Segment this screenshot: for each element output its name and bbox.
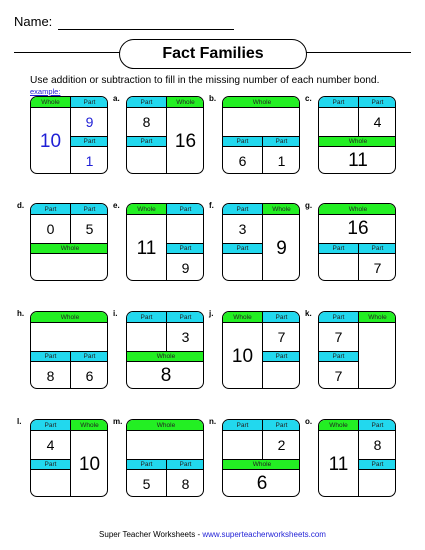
part2-value: 3 bbox=[181, 328, 190, 345]
whole-bar-label: Whole bbox=[31, 312, 108, 322]
whole-bar-label: Whole bbox=[223, 97, 300, 107]
part2-value: 1 bbox=[277, 152, 286, 169]
part-bar-label: Part bbox=[127, 312, 166, 322]
part-bar-label: Part bbox=[70, 136, 108, 146]
part-bar-label: Part bbox=[262, 420, 300, 430]
whole-value[interactable] bbox=[31, 322, 108, 351]
part2-value: 8 bbox=[181, 475, 190, 492]
problem-label: j. bbox=[209, 309, 214, 318]
part1-value: 7 bbox=[277, 328, 286, 345]
whole-value: 8 bbox=[160, 365, 172, 386]
part1-value: 8 bbox=[46, 367, 55, 384]
whole-value: 11 bbox=[328, 453, 349, 475]
part2-value: 2 bbox=[277, 436, 286, 453]
number-bond bbox=[318, 419, 396, 497]
part2-value: 5 bbox=[85, 220, 94, 237]
number-bond bbox=[126, 203, 204, 281]
whole-value: 11 bbox=[136, 237, 157, 259]
part-bar-label: Part bbox=[31, 351, 70, 361]
whole-value: 11 bbox=[348, 150, 368, 171]
number-bond bbox=[222, 203, 300, 281]
part2-value[interactable] bbox=[223, 253, 262, 281]
whole-value[interactable] bbox=[127, 430, 204, 459]
whole-value: 10 bbox=[231, 345, 254, 367]
problem-label: f. bbox=[209, 201, 214, 210]
problem-label: n. bbox=[209, 417, 217, 426]
whole-value[interactable] bbox=[358, 322, 396, 389]
whole-bar-label: Whole bbox=[31, 97, 70, 107]
divider-line bbox=[166, 243, 204, 244]
part-bar-label: Part bbox=[223, 243, 262, 253]
part1-value: 3 bbox=[238, 220, 247, 237]
divider-line bbox=[358, 459, 396, 460]
page-title: Fact Families bbox=[119, 39, 307, 69]
part-bar-label: Part bbox=[70, 97, 108, 107]
part-bar-label: Part bbox=[223, 420, 262, 430]
part1-value: 0 bbox=[46, 220, 55, 237]
whole-value: 9 bbox=[276, 237, 287, 259]
part-bar-label: Part bbox=[31, 204, 70, 214]
name-line[interactable] bbox=[58, 29, 234, 30]
part-bar-label: Part bbox=[166, 459, 204, 469]
part1-value[interactable] bbox=[166, 214, 204, 243]
example-label: example: bbox=[30, 87, 61, 96]
part1-value: 5 bbox=[142, 475, 151, 492]
number-bond bbox=[30, 203, 108, 281]
part-bar-label: Part bbox=[223, 204, 262, 214]
footer bbox=[0, 530, 425, 539]
part-bar-label: Part bbox=[358, 420, 396, 430]
whole-bar-label: Whole bbox=[223, 312, 262, 322]
number-bond bbox=[126, 96, 204, 174]
part1-value: 7 bbox=[334, 328, 343, 345]
whole-value: 6 bbox=[256, 473, 268, 494]
part2-value: 9 bbox=[181, 259, 190, 276]
whole-value[interactable] bbox=[31, 253, 108, 281]
whole-bar-label: Whole bbox=[127, 351, 204, 361]
problem-label: g. bbox=[305, 201, 313, 210]
part-bar-label: Part bbox=[223, 136, 262, 146]
problem-label: o. bbox=[305, 417, 313, 426]
part1-value[interactable] bbox=[127, 322, 166, 351]
name-label: Name: bbox=[14, 14, 53, 29]
footer-text: Super Teacher Worksheets - bbox=[99, 530, 203, 539]
part-bar-label: Part bbox=[70, 204, 108, 214]
whole-bar-label: Whole bbox=[319, 204, 396, 214]
problem-label: i. bbox=[113, 309, 118, 318]
part1-value: 6 bbox=[238, 152, 247, 169]
part2-value: 6 bbox=[85, 367, 94, 384]
whole-value: 10 bbox=[39, 130, 62, 152]
part-bar-label: Part bbox=[31, 459, 70, 469]
part1-value: 4 bbox=[46, 436, 55, 453]
number-bond bbox=[30, 419, 108, 497]
divider-line bbox=[223, 459, 300, 460]
part-bar-label: Part bbox=[127, 136, 166, 146]
part-bar-label: Part bbox=[166, 204, 204, 214]
part1-value[interactable] bbox=[319, 253, 358, 281]
part-bar-label: Part bbox=[166, 243, 204, 253]
part1-value[interactable] bbox=[223, 430, 262, 459]
divider-line bbox=[319, 136, 396, 137]
part-bar-label: Part bbox=[319, 312, 358, 322]
part-bar-label: Part bbox=[319, 97, 358, 107]
whole-bar-label: Whole bbox=[70, 420, 108, 430]
whole-bar-label: Whole bbox=[358, 312, 396, 322]
part-bar-label: Part bbox=[127, 459, 166, 469]
problem-label: a. bbox=[113, 94, 120, 103]
divider-line bbox=[70, 136, 108, 137]
whole-value: 16 bbox=[174, 130, 197, 152]
part2-value[interactable] bbox=[31, 469, 70, 497]
problem-label: h. bbox=[17, 309, 25, 318]
part2-value: 4 bbox=[373, 113, 382, 130]
whole-bar-label: Whole bbox=[319, 420, 358, 430]
part2-value[interactable] bbox=[127, 146, 166, 174]
divider-line bbox=[31, 459, 70, 460]
part-bar-label: Part bbox=[319, 243, 358, 253]
problem-label: e. bbox=[113, 201, 120, 210]
divider-line bbox=[262, 351, 300, 352]
divider-line bbox=[127, 136, 166, 137]
whole-bar-label: Whole bbox=[166, 97, 204, 107]
number-bond bbox=[126, 311, 204, 389]
number-bond bbox=[222, 419, 300, 497]
whole-bar-label: Whole bbox=[319, 136, 396, 146]
whole-bar-label: Whole bbox=[31, 243, 108, 253]
part-bar-label: Part bbox=[262, 136, 300, 146]
number-bond bbox=[318, 203, 396, 281]
divider-line bbox=[319, 351, 358, 352]
part-bar-label: Part bbox=[262, 351, 300, 361]
part1-value: 8 bbox=[373, 436, 382, 453]
problem-label: d. bbox=[17, 201, 25, 210]
part2-value[interactable] bbox=[358, 469, 396, 497]
part2-value: 7 bbox=[334, 367, 343, 384]
part1-value: 8 bbox=[142, 113, 151, 130]
problem-label: c. bbox=[305, 94, 312, 103]
whole-bar-label: Whole bbox=[223, 459, 300, 469]
part-bar-label: Part bbox=[358, 459, 396, 469]
part-bar-label: Part bbox=[70, 351, 108, 361]
number-bond bbox=[30, 96, 108, 174]
problem-label: m. bbox=[113, 417, 123, 426]
number-bond bbox=[222, 311, 300, 389]
part-bar-label: Part bbox=[127, 97, 166, 107]
part1-value: 9 bbox=[85, 113, 94, 130]
number-bond bbox=[222, 96, 300, 174]
part-bar-label: Part bbox=[31, 420, 70, 430]
part-bar-label: Part bbox=[358, 243, 396, 253]
footer-url[interactable]: www.superteacherworksheets.com bbox=[202, 530, 326, 539]
problem-label: k. bbox=[305, 309, 312, 318]
number-bond bbox=[318, 96, 396, 174]
whole-value: 16 bbox=[347, 218, 369, 239]
problem-label: l. bbox=[17, 417, 22, 426]
instructions: Use addition or subtraction to fill in the missing number of each number bond. bbox=[30, 75, 380, 86]
part1-value[interactable] bbox=[319, 107, 358, 136]
problem-label: b. bbox=[209, 94, 217, 103]
part2-value: 1 bbox=[85, 152, 94, 169]
part-bar-label: Part bbox=[319, 351, 358, 361]
part2-value[interactable] bbox=[262, 361, 300, 389]
whole-value: 10 bbox=[78, 453, 101, 475]
number-bond bbox=[30, 311, 108, 389]
part-bar-label: Part bbox=[358, 97, 396, 107]
part-bar-label: Part bbox=[262, 312, 300, 322]
number-bond bbox=[126, 419, 204, 497]
whole-bar-label: Whole bbox=[127, 204, 166, 214]
divider-line bbox=[223, 243, 262, 244]
whole-bar-label: Whole bbox=[127, 420, 204, 430]
number-bond bbox=[318, 311, 396, 389]
part-bar-label: Part bbox=[166, 312, 204, 322]
whole-bar-label: Whole bbox=[262, 204, 300, 214]
whole-value[interactable] bbox=[223, 107, 300, 136]
divider-line bbox=[31, 243, 108, 244]
divider-line bbox=[127, 351, 204, 352]
part2-value: 7 bbox=[373, 259, 382, 276]
